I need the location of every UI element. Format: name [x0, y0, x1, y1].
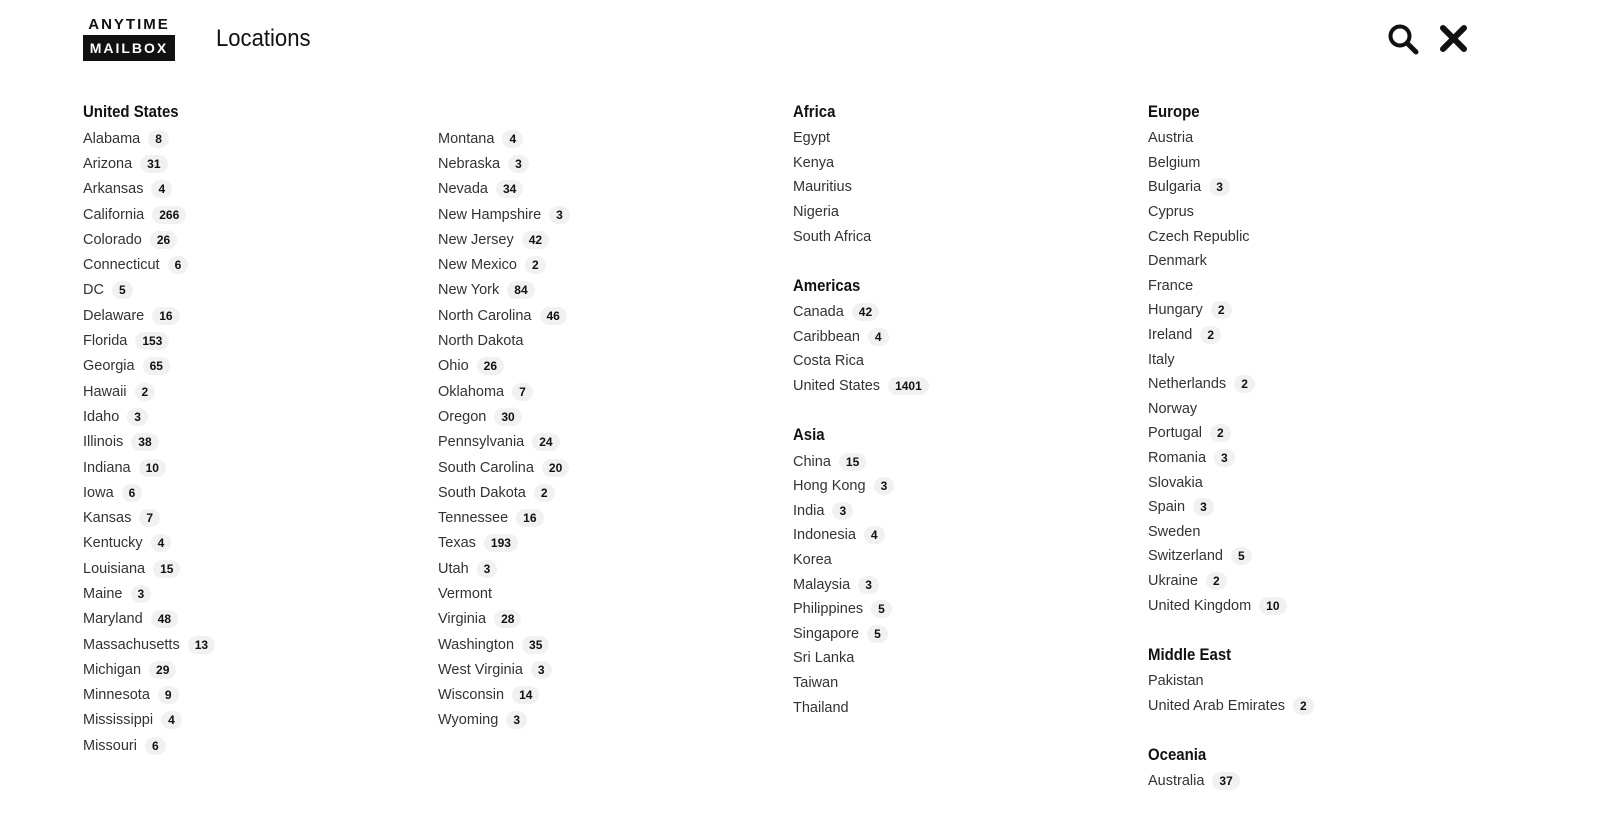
location-count-badge: 7	[512, 383, 533, 401]
location-link-philippines[interactable]	[793, 597, 1123, 622]
location-name: India	[793, 502, 825, 519]
location-link-kenya[interactable]	[793, 151, 1123, 176]
location-name: Indiana	[83, 459, 131, 476]
location-link-slovakia[interactable]	[1148, 470, 1478, 495]
location-link-montana[interactable]	[438, 126, 768, 151]
location-name: Mauritius	[793, 179, 852, 196]
location-name: Australia	[1148, 773, 1205, 790]
location-link-maryland[interactable]	[83, 607, 413, 632]
location-count-badge: 2	[534, 484, 555, 502]
location-link-idaho[interactable]	[83, 404, 413, 429]
location-count-badge: 34	[496, 180, 523, 198]
location-name: South Dakota	[438, 484, 526, 501]
location-count-badge: 20	[542, 459, 569, 477]
location-name: Switzerland	[1148, 548, 1223, 565]
location-list	[1148, 769, 1478, 794]
location-count-badge: 4	[868, 328, 889, 346]
location-link-switzerland[interactable]	[1148, 544, 1478, 569]
location-count-badge: 2	[1293, 697, 1314, 715]
location-link-denmark[interactable]	[1148, 249, 1478, 274]
close-button[interactable]	[1437, 22, 1471, 56]
location-name: Wyoming	[438, 712, 499, 729]
location-list	[83, 126, 413, 758]
location-count-badge: 48	[151, 610, 178, 628]
location-link-missouri[interactable]	[83, 733, 413, 758]
location-link-kentucky[interactable]	[83, 531, 413, 556]
location-count-badge: 84	[507, 281, 534, 299]
close-icon	[1437, 22, 1471, 56]
location-name: Italy	[1148, 351, 1175, 368]
location-group-americas	[793, 274, 1123, 398]
location-link-new-mexico[interactable]	[438, 252, 768, 277]
location-link-florida[interactable]	[83, 328, 413, 353]
location-name: Taiwan	[793, 674, 839, 691]
location-count-badge: 6	[168, 256, 189, 274]
location-name: Denmark	[1148, 253, 1207, 270]
location-count-badge: 28	[494, 610, 521, 628]
location-group-oceania	[1148, 743, 1478, 794]
location-link-nigeria[interactable]	[793, 200, 1123, 225]
location-name: Montana	[438, 130, 495, 147]
location-name: Texas	[438, 535, 476, 552]
location-count-badge: 42	[522, 231, 549, 249]
location-link-nevada[interactable]	[438, 177, 768, 202]
location-count-badge: 2	[1234, 375, 1255, 393]
location-count-badge: 13	[188, 636, 215, 654]
region-heading: Oceania	[1148, 745, 1207, 765]
location-name: New Jersey	[438, 231, 514, 248]
location-link-singapore[interactable]	[793, 622, 1123, 647]
location-name: Utah	[438, 560, 469, 577]
location-count-badge: 2	[1200, 326, 1221, 344]
location-count-badge: 8	[148, 130, 169, 148]
location-link-arkansas[interactable]	[83, 177, 413, 202]
location-name: Wisconsin	[438, 687, 505, 704]
location-name: Florida	[83, 333, 128, 350]
location-name: Maine	[83, 585, 123, 602]
location-link-cyprus[interactable]	[1148, 200, 1478, 225]
location-link-louisiana[interactable]	[83, 556, 413, 581]
location-count-badge: 3	[531, 661, 552, 679]
location-group-continued	[438, 100, 768, 733]
location-name: Thailand	[793, 699, 849, 716]
location-count-badge: 3	[477, 560, 498, 578]
location-count-badge: 4	[864, 526, 885, 544]
location-count-badge: 2	[1210, 424, 1231, 442]
location-name: Egypt	[793, 130, 831, 147]
location-name: Pennsylvania	[438, 434, 525, 451]
location-name: Pakistan	[1148, 673, 1204, 690]
location-link-costa-rica[interactable]	[793, 349, 1123, 374]
location-link-united-states[interactable]	[793, 374, 1123, 399]
location-count-badge: 3	[1193, 498, 1214, 516]
location-count-badge: 26	[477, 357, 504, 375]
location-link-virginia[interactable]	[438, 607, 768, 632]
location-name: Vermont	[438, 585, 492, 602]
location-name: Portugal	[1148, 425, 1203, 442]
location-name: West Virginia	[438, 661, 523, 678]
location-link-hong-kong[interactable]	[793, 474, 1123, 499]
location-link-austria[interactable]	[1148, 126, 1478, 151]
location-name: Sri Lanka	[793, 650, 855, 667]
location-name: DC	[83, 282, 104, 299]
location-link-belgium[interactable]	[1148, 151, 1478, 176]
location-group-asia	[793, 423, 1123, 720]
location-link-caribbean[interactable]	[793, 325, 1123, 350]
location-name: Malaysia	[793, 576, 851, 593]
location-link-colorado[interactable]	[83, 227, 413, 252]
location-count-badge: 65	[143, 357, 170, 375]
location-link-wyoming[interactable]	[438, 708, 768, 733]
location-link-tennessee[interactable]	[438, 505, 768, 530]
location-link-malaysia[interactable]	[793, 572, 1123, 597]
logo-top-text: ANYTIME	[88, 16, 170, 33]
location-link-ohio[interactable]	[438, 354, 768, 379]
location-count-badge: 5	[867, 625, 888, 643]
location-count-badge: 3	[874, 477, 895, 495]
location-name: United Arab Emirates	[1148, 697, 1286, 714]
location-name: Sweden	[1148, 523, 1201, 540]
location-link-wisconsin[interactable]	[438, 683, 768, 708]
location-list	[793, 449, 1123, 720]
location-link-canada[interactable]	[793, 300, 1123, 325]
location-link-indonesia[interactable]	[793, 523, 1123, 548]
location-name: Czech Republic	[1148, 228, 1250, 245]
location-count-badge: 7	[139, 509, 160, 527]
location-link-czech-republic[interactable]	[1148, 224, 1478, 249]
location-name: New Mexico	[438, 257, 517, 274]
location-name: Illinois	[83, 434, 124, 451]
location-link-arizona[interactable]	[83, 151, 413, 176]
location-name: Michigan	[83, 661, 142, 678]
location-count-badge: 2	[1206, 572, 1227, 590]
location-link-washington[interactable]	[438, 632, 768, 657]
location-name: France	[1148, 277, 1194, 294]
location-link-kansas[interactable]	[83, 505, 413, 530]
location-name: Delaware	[83, 307, 145, 324]
location-link-dc[interactable]	[83, 278, 413, 303]
location-count-badge: 24	[532, 433, 559, 451]
location-name: Iowa	[83, 484, 114, 501]
header	[0, 0, 1600, 80]
location-name: Singapore	[793, 625, 860, 642]
location-link-west-virginia[interactable]	[438, 657, 768, 682]
location-list	[1148, 669, 1478, 718]
location-count-badge: 3	[1209, 178, 1230, 196]
location-name: Slovakia	[1148, 474, 1203, 491]
location-name: Nigeria	[793, 204, 839, 221]
location-name: Ohio	[438, 358, 469, 375]
location-link-oregon[interactable]	[438, 404, 768, 429]
location-count-badge: 4	[502, 130, 523, 148]
location-name: North Carolina	[438, 307, 532, 324]
location-link-pakistan[interactable]	[1148, 669, 1478, 694]
location-count-badge: 3	[131, 585, 152, 603]
location-link-taiwan[interactable]	[793, 671, 1123, 696]
location-name: Caribbean	[793, 328, 860, 345]
location-count-badge: 3	[832, 502, 853, 520]
region-heading: Africa	[793, 102, 836, 121]
location-count-badge: 46	[540, 307, 567, 325]
location-name: New York	[438, 282, 500, 299]
locations-column-4	[1148, 100, 1478, 819]
location-link-india[interactable]	[793, 499, 1123, 524]
location-name: Netherlands	[1148, 376, 1227, 393]
location-list	[793, 300, 1123, 398]
location-name: Louisiana	[83, 560, 146, 577]
location-count-badge: 16	[152, 307, 179, 325]
location-link-iowa[interactable]	[83, 480, 413, 505]
location-name: Missouri	[83, 737, 137, 754]
location-count-badge: 1401	[888, 377, 929, 395]
location-name: Ukraine	[1148, 572, 1198, 589]
location-link-netherlands[interactable]	[1148, 372, 1478, 397]
location-name: Costa Rica	[793, 353, 864, 370]
region-heading: Europe	[1148, 102, 1200, 121]
location-count-badge: 5	[871, 600, 892, 618]
location-list	[793, 126, 1123, 249]
location-group-united-states	[83, 100, 413, 758]
location-name: Philippines	[793, 601, 864, 618]
location-count-badge: 2	[525, 256, 546, 274]
location-count-badge: 14	[512, 686, 539, 704]
location-name: Washington	[438, 636, 515, 653]
location-name: Canada	[793, 304, 844, 321]
location-name: Connecticut	[83, 257, 160, 274]
location-name: Korea	[793, 552, 832, 569]
location-link-france[interactable]	[1148, 274, 1478, 299]
location-count-badge: 35	[522, 636, 549, 654]
location-link-romania[interactable]	[1148, 446, 1478, 471]
location-name: Austria	[1148, 130, 1194, 147]
location-name: Cyprus	[1148, 204, 1194, 221]
location-name: New Hampshire	[438, 206, 542, 223]
location-link-utah[interactable]	[438, 556, 768, 581]
location-link-united-arab-emirates[interactable]	[1148, 693, 1478, 718]
region-heading: Middle East	[1148, 644, 1232, 664]
location-count-badge: 30	[494, 408, 521, 426]
location-count-badge: 38	[131, 433, 158, 451]
location-link-delaware[interactable]	[83, 303, 413, 328]
location-name: United Kingdom	[1148, 597, 1252, 614]
location-link-sweden[interactable]	[1148, 520, 1478, 545]
location-name: Spain	[1148, 499, 1186, 516]
page-title: Locations	[216, 25, 311, 52]
location-name: China	[793, 453, 831, 470]
location-link-mauritius[interactable]	[793, 175, 1123, 200]
location-link-new-jersey[interactable]	[438, 227, 768, 252]
location-link-connecticut[interactable]	[83, 252, 413, 277]
location-name: Nebraska	[438, 155, 501, 172]
location-count-badge: 5	[1231, 547, 1252, 565]
location-link-spain[interactable]	[1148, 495, 1478, 520]
location-count-badge: 16	[516, 509, 543, 527]
location-name: Kenya	[793, 154, 835, 171]
location-name: Hong Kong	[793, 478, 866, 495]
location-link-north-carolina[interactable]	[438, 303, 768, 328]
location-name: Maryland	[83, 611, 143, 628]
location-count-badge: 3	[506, 711, 527, 729]
location-link-hawaii[interactable]	[83, 379, 413, 404]
location-name: Kansas	[83, 510, 132, 527]
location-name: North Dakota	[438, 333, 524, 350]
location-name: Virginia	[438, 611, 487, 628]
location-name: United States	[793, 378, 881, 395]
location-list	[438, 126, 768, 733]
location-count-badge: 4	[151, 180, 172, 198]
location-name: Minnesota	[83, 687, 150, 704]
locations-column-1	[83, 100, 413, 783]
location-link-alabama[interactable]	[83, 126, 413, 151]
location-count-badge: 42	[852, 303, 879, 321]
location-link-hungary[interactable]	[1148, 298, 1478, 323]
location-name: Arkansas	[83, 181, 144, 198]
location-link-ukraine[interactable]	[1148, 569, 1478, 594]
region-heading: Americas	[793, 275, 861, 295]
location-link-united-kingdom[interactable]	[1148, 593, 1478, 618]
location-link-china[interactable]	[793, 449, 1123, 474]
location-name: Ireland	[1148, 327, 1193, 344]
location-link-new-york[interactable]	[438, 278, 768, 303]
location-link-italy[interactable]	[1148, 347, 1478, 372]
anytime-mailbox-logo[interactable]	[83, 16, 175, 61]
location-count-badge: 6	[145, 737, 166, 755]
location-name: Oklahoma	[438, 383, 505, 400]
location-name: California	[83, 206, 145, 223]
location-link-sri-lanka[interactable]	[793, 646, 1123, 671]
location-count-badge: 2	[135, 383, 156, 401]
location-name: Romania	[1148, 450, 1207, 467]
location-name: Arizona	[83, 155, 133, 172]
location-link-massachusetts[interactable]	[83, 632, 413, 657]
location-link-egypt[interactable]	[793, 126, 1123, 151]
location-name: South Carolina	[438, 459, 534, 476]
location-name: Tennessee	[438, 510, 509, 527]
location-link-australia[interactable]	[1148, 769, 1478, 794]
location-count-badge: 15	[839, 453, 866, 471]
location-name: Hungary	[1148, 302, 1203, 319]
locations-column-3	[793, 100, 1123, 745]
location-link-north-dakota[interactable]	[438, 328, 768, 353]
location-link-georgia[interactable]	[83, 354, 413, 379]
location-count-badge: 4	[151, 534, 172, 552]
location-link-portugal[interactable]	[1148, 421, 1478, 446]
location-count-badge: 9	[158, 686, 179, 704]
location-link-mississippi[interactable]	[83, 708, 413, 733]
location-count-badge: 10	[1259, 597, 1286, 615]
location-count-badge: 3	[1214, 449, 1235, 467]
location-count-badge: 37	[1212, 772, 1239, 790]
location-group-middle-east	[1148, 643, 1478, 718]
location-count-badge: 5	[112, 281, 133, 299]
location-link-ireland[interactable]	[1148, 323, 1478, 348]
location-count-badge: 3	[858, 576, 879, 594]
search-button[interactable]	[1386, 22, 1420, 56]
location-link-minnesota[interactable]	[83, 683, 413, 708]
location-list	[1148, 126, 1478, 618]
location-name: Georgia	[83, 358, 135, 375]
location-count-badge: 31	[140, 155, 167, 173]
location-name: Belgium	[1148, 154, 1201, 171]
location-link-michigan[interactable]	[83, 657, 413, 682]
region-heading: United States	[83, 102, 179, 121]
logo-bottom-text: MAILBOX	[83, 35, 175, 61]
location-link-illinois[interactable]	[83, 430, 413, 455]
location-count-badge: 6	[122, 484, 143, 502]
location-name: Alabama	[83, 130, 141, 147]
location-link-pennsylvania[interactable]	[438, 430, 768, 455]
location-group-africa	[793, 100, 1123, 249]
location-link-indiana[interactable]	[83, 455, 413, 480]
location-count-badge: 4	[161, 711, 182, 729]
location-count-badge: 3	[127, 408, 148, 426]
location-link-thailand[interactable]	[793, 695, 1123, 720]
location-name: Colorado	[83, 231, 142, 248]
location-link-nebraska[interactable]	[438, 151, 768, 176]
location-name: Hawaii	[83, 383, 127, 400]
location-count-badge: 153	[135, 332, 169, 350]
location-link-maine[interactable]	[83, 581, 413, 606]
location-link-bulgaria[interactable]	[1148, 175, 1478, 200]
location-link-korea[interactable]	[793, 548, 1123, 573]
location-count-badge: 3	[508, 155, 529, 173]
location-link-texas[interactable]	[438, 531, 768, 556]
location-count-badge: 29	[149, 661, 176, 679]
search-icon	[1386, 22, 1420, 56]
locations-column-2	[438, 100, 768, 758]
location-count-badge: 10	[139, 459, 166, 477]
location-group-europe	[1148, 100, 1478, 618]
location-name: Nevada	[438, 181, 488, 198]
location-count-badge: 266	[152, 206, 186, 224]
location-link-south-dakota[interactable]	[438, 480, 768, 505]
location-name: Massachusetts	[83, 636, 180, 653]
location-link-south-africa[interactable]	[793, 224, 1123, 249]
location-link-south-carolina[interactable]	[438, 455, 768, 480]
location-link-norway[interactable]	[1148, 397, 1478, 422]
location-name: South Africa	[793, 228, 872, 245]
location-link-vermont[interactable]	[438, 581, 768, 606]
location-name: Oregon	[438, 408, 487, 425]
location-name: Idaho	[83, 408, 120, 425]
location-name: Indonesia	[793, 527, 856, 544]
region-heading: Asia	[793, 425, 825, 445]
location-count-badge: 15	[153, 560, 180, 578]
location-link-new-hampshire[interactable]	[438, 202, 768, 227]
location-count-badge: 26	[150, 231, 177, 249]
location-count-badge: 2	[1211, 301, 1232, 319]
location-link-oklahoma[interactable]	[438, 379, 768, 404]
location-name: Kentucky	[83, 535, 143, 552]
location-name: Bulgaria	[1148, 179, 1202, 196]
location-count-badge: 193	[484, 534, 518, 552]
location-name: Norway	[1148, 400, 1198, 417]
location-count-badge: 3	[549, 206, 570, 224]
location-name: Mississippi	[83, 712, 154, 729]
location-link-california[interactable]	[83, 202, 413, 227]
